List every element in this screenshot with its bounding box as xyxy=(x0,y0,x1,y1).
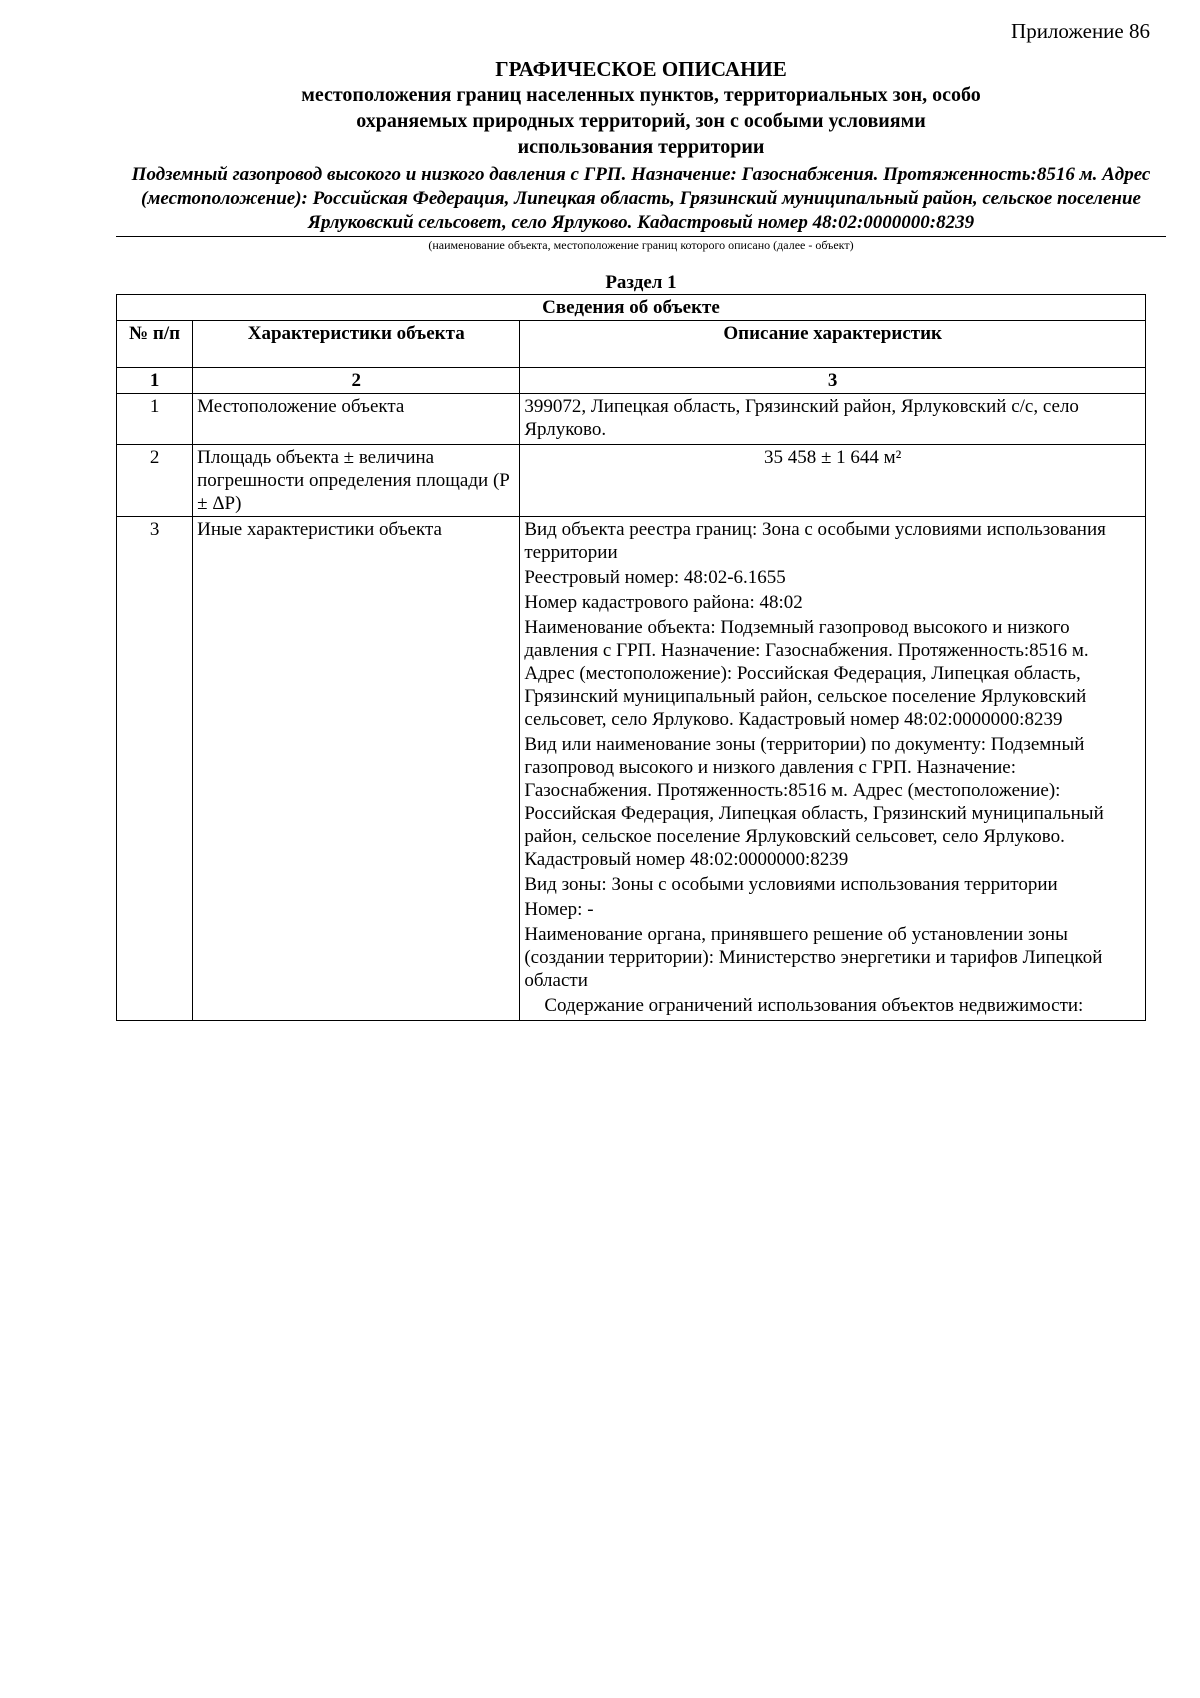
column-numbers-row xyxy=(117,368,1146,394)
row-description xyxy=(520,517,1146,1021)
row-number: 1 xyxy=(117,394,193,445)
area-value: 35 458 ± 1 644 м² xyxy=(763,447,902,468)
row-description xyxy=(520,445,1146,517)
row-number: 3 xyxy=(117,517,193,1021)
description-paragraph: Номер: - xyxy=(524,899,594,920)
column-number: 2 xyxy=(193,368,520,394)
document-subtitle: местоположения границ населенных пунктов, территориальных зон, особо охраняемых природных территорий, зон с особыми условиями использования территории xyxy=(301,84,981,158)
description-paragraph: Вид или наименование зоны (территории) по документу: Подземный газопровод высокого и низкого давления с ГРП. Назначение: Газоснабжения. Протяженность:8516 м. Адрес (местоположение): Российская Федерация, Липецкая область, Грязинский муниципальный район, сельское поселение Ярлуковский сельсовет, село Ярлуково. Кадастровый номер 48:02:0000000:8239 xyxy=(524,734,1104,870)
description-paragraph: Наименование органа, принявшего решение об установлении зоны (создании территории): Министерство энергетики и тарифов Липецкой области xyxy=(524,924,1103,991)
column-header-characteristic: Характеристики объекта xyxy=(193,321,520,368)
description-paragraph: Вид зоны: Зоны с особыми условиями использования территории xyxy=(524,874,1058,895)
object-caption: (наименование объекта, местоположение границ которого описано (далее - объект) xyxy=(428,238,854,252)
description-paragraph: Вид объекта реестра границ: Зона с особыми условиями использования территории xyxy=(524,519,1106,563)
row-characteristic: Иные характеристики объекта xyxy=(193,517,520,1021)
description-paragraph: Содержание ограничений использования объектов недвижимости: xyxy=(544,995,1084,1016)
table-row xyxy=(117,445,1146,517)
description-paragraph: 399072, Липецкая область, Грязинский район, Ярлуковский с/с, село Ярлуково. xyxy=(524,396,1079,440)
row-number: 2 xyxy=(117,445,193,517)
title-block xyxy=(116,56,1166,160)
appendix-label: Приложение 86 xyxy=(1011,19,1150,43)
object-description: Подземный газопровод высокого и низкого давления с ГРП. Назначение: Газоснабжения. Протяженность:8516 м. Адрес (местоположение): Российская Федерация, Липецкая область, Грязинский муниципальный район, сельское поселение Ярлуковский сельсовет, село Ярлуково. Кадастровый номер 48:02:0000000:8239 xyxy=(116,163,1166,237)
section-title: Раздел 1 xyxy=(605,272,677,293)
object-info-table xyxy=(116,294,1146,1021)
table-header-row xyxy=(117,321,1146,368)
table-title: Сведения об объекте xyxy=(117,295,1146,321)
table-row xyxy=(117,517,1146,1021)
row-characteristic: Местоположение объекта xyxy=(193,394,520,445)
column-number: 1 xyxy=(117,368,193,394)
table-title-row xyxy=(117,295,1146,321)
row-description xyxy=(520,394,1146,445)
table-row xyxy=(117,394,1146,445)
description-paragraph: Реестровый номер: 48:02-6.1655 xyxy=(524,567,786,588)
description-paragraph: Номер кадастрового района: 48:02 xyxy=(524,592,803,613)
column-number: 3 xyxy=(520,368,1146,394)
description-paragraph: Наименование объекта: Подземный газопровод высокого и низкого давления с ГРП. Назначение: Газоснабжения. Протяженность:8516 м. Адрес (местоположение): Российская Федерация, Липецкая область, Грязинский муниципальный район, сельское поселение Ярлуковский сельсовет, село Ярлуково. Кадастровый номер 48:02:0000000:8239 xyxy=(524,617,1089,730)
document-title: ГРАФИЧЕСКОЕ ОПИСАНИЕ xyxy=(495,57,787,81)
column-header-number: № п/п xyxy=(117,321,193,368)
row-characteristic: Площадь объекта ± величина погрешности определения площади (P ± ΔP) xyxy=(193,445,520,517)
column-header-description: Описание характеристик xyxy=(520,321,1146,368)
